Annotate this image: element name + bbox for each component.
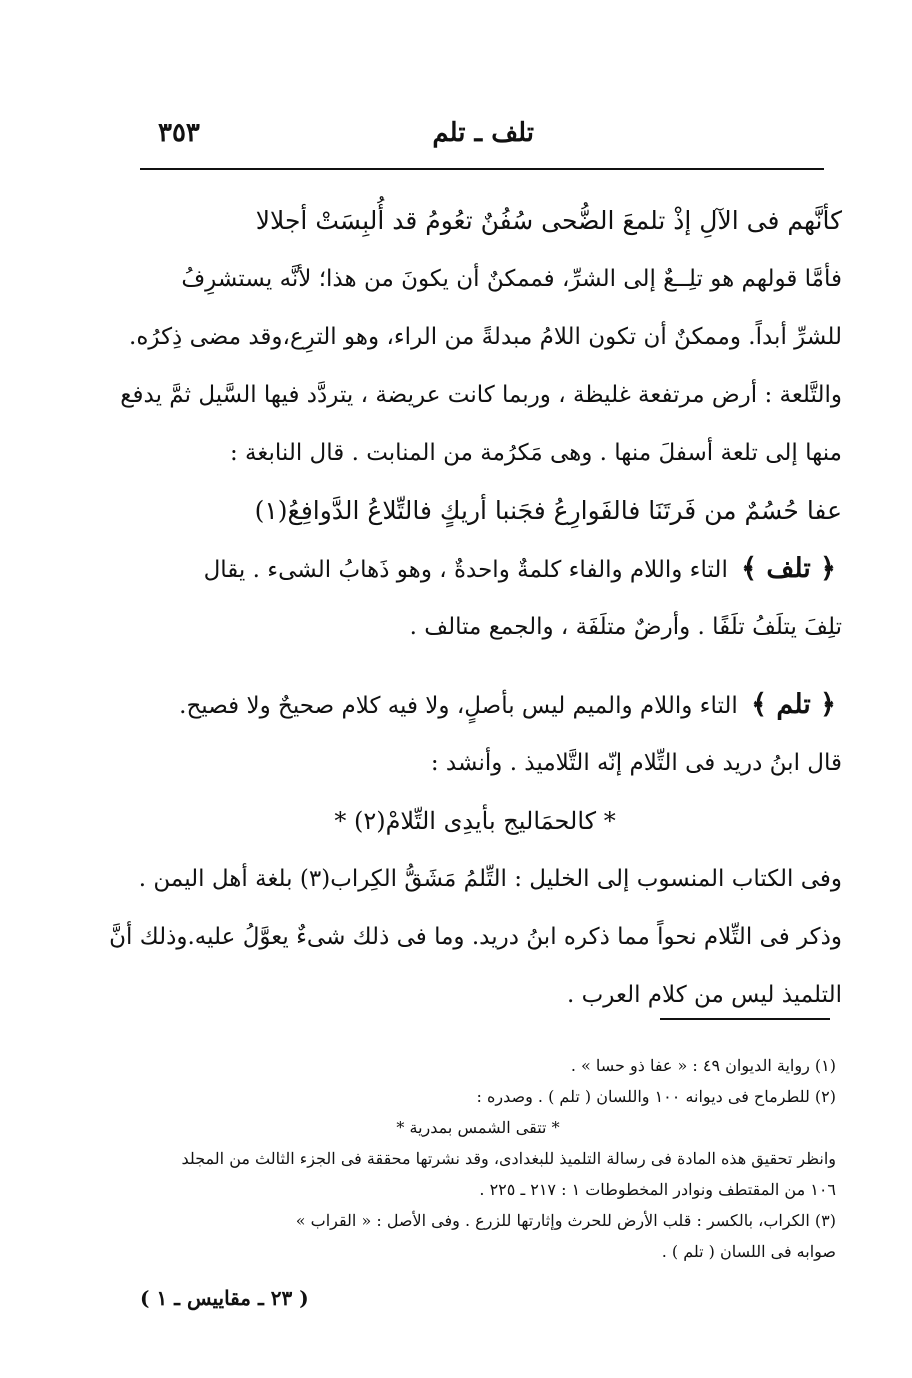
page-header (140, 118, 824, 168)
footnote-2-line: وانظر تحقيق هذه المادة فى رسالة التلميذ للبغدادى، وقد نشرتها محققة فى الجزء الثالث من المجلد (181, 1149, 836, 1168)
text-line: التلميذ ليس من كلام العرب . (567, 982, 842, 1008)
footnote-rule (660, 1018, 830, 1020)
verse-line: عفا حُسُمٌ من فَرتَنَا فالفَوارِعُ فجَنبا أريكٍ فالتِّلاعُ الدَّوافِعُ(١) (254, 496, 842, 525)
headword-tlf: ﴿ تلف ﴾ (741, 553, 836, 584)
footnote-2-line: ١٠٦ من المقتطف ونوادر المخطوطات ١ : ٢١٧ ـ ٢٢٥ . (479, 1180, 836, 1199)
text-line: تلِفَ يتلَفُ تلَفًا . وأرضٌ متلَفَة ، والجمع متالف . (409, 614, 842, 640)
footnote-3: (٣) الكراب، بالكسر : قلب الأرض للحرث وإثارتها للزرع . وفى الأصل : « القراب » (295, 1211, 836, 1230)
text-line: وفى الكتاب المنسوب إلى الخليل : التِّلمُ مَشَقُّ الكِراب(٣) بلغة أهل اليمن . (138, 866, 842, 892)
entry-tlf-line (108, 540, 842, 598)
text-line: فأمَّا قولهم هو تلِــعٌ إلى الشرِّ، فممكنٌ أن يكونَ من هذا؛ لأنَّه يستشرِفُ (181, 266, 842, 292)
header-rule (140, 168, 824, 170)
footnote-1: (١) رواية الديوان ٤٩ : « عفا ذو حسا » . (570, 1056, 836, 1075)
entry-text: التاء واللام والفاء كلمةٌ واحدةٌ ، وهو ذَهابُ الشىء . يقال (203, 557, 728, 583)
text-line: والتَّلعة : أرض مرتفعة غليظة ، وربما كانت عريضة ، يتردَّد فيها السَّيل ثمَّ يدفع (120, 382, 842, 408)
text-line: للشرِّ أبداً. وممكنٌ أن تكون اللامُ مبدلةً من الراء، وهو الترِع،وقد مضى ذِكرُه. (129, 324, 842, 350)
verse-line: * كالحمَاليج بأيدِى التِّلامْ(٢) * (334, 807, 616, 835)
footnotes (120, 1050, 836, 1267)
footnote-2-verse: * تتقى الشمس بمدرية * (396, 1118, 560, 1137)
entry-tlm-line (108, 676, 842, 734)
page-number: ٣٥٣ (158, 118, 200, 148)
text-line: منها إلى تلعة أسفلَ منها . وهى مَكرُمة من المنابت . قال النابغة : (230, 440, 842, 466)
running-title: تلف ـ تلم (432, 118, 534, 148)
entry-gap (108, 656, 842, 676)
text-line: قال ابنُ دريد فى التِّلام إنّه التَّلاميذ . وأنشد : (430, 750, 842, 776)
verse-line: كأنَّهم فى الآلِ إذْ تلمعَ الضُّحى سُفُنٌ تعُومُ قد أُلبِسَتْ أجلالا (255, 206, 842, 235)
headword-tlm: ﴿ تلم ﴾ (751, 689, 836, 720)
main-text (108, 192, 842, 1024)
footnote-2: (٢) للطرماح فى ديوانه ١٠٠ واللسان ( تلم ) . وصدره : (476, 1087, 836, 1106)
entry-text: التاء واللام والميم ليس بأصلٍ، ولا فيه كلام صحيحٌ ولا فصيح. (179, 693, 738, 719)
footnote-3-line: صوابه فى اللسان ( تلم ) . (661, 1242, 836, 1261)
text-line: وذكر فى التِّلام نحواً مما ذكره ابنُ دريد. وما فى ذلك شىءٌ يعوَّلُ عليه.وذلك أنَّ (109, 924, 842, 950)
signature-mark: ( ٢٣ ـ مقاييس ـ ١ ) (140, 1286, 309, 1310)
